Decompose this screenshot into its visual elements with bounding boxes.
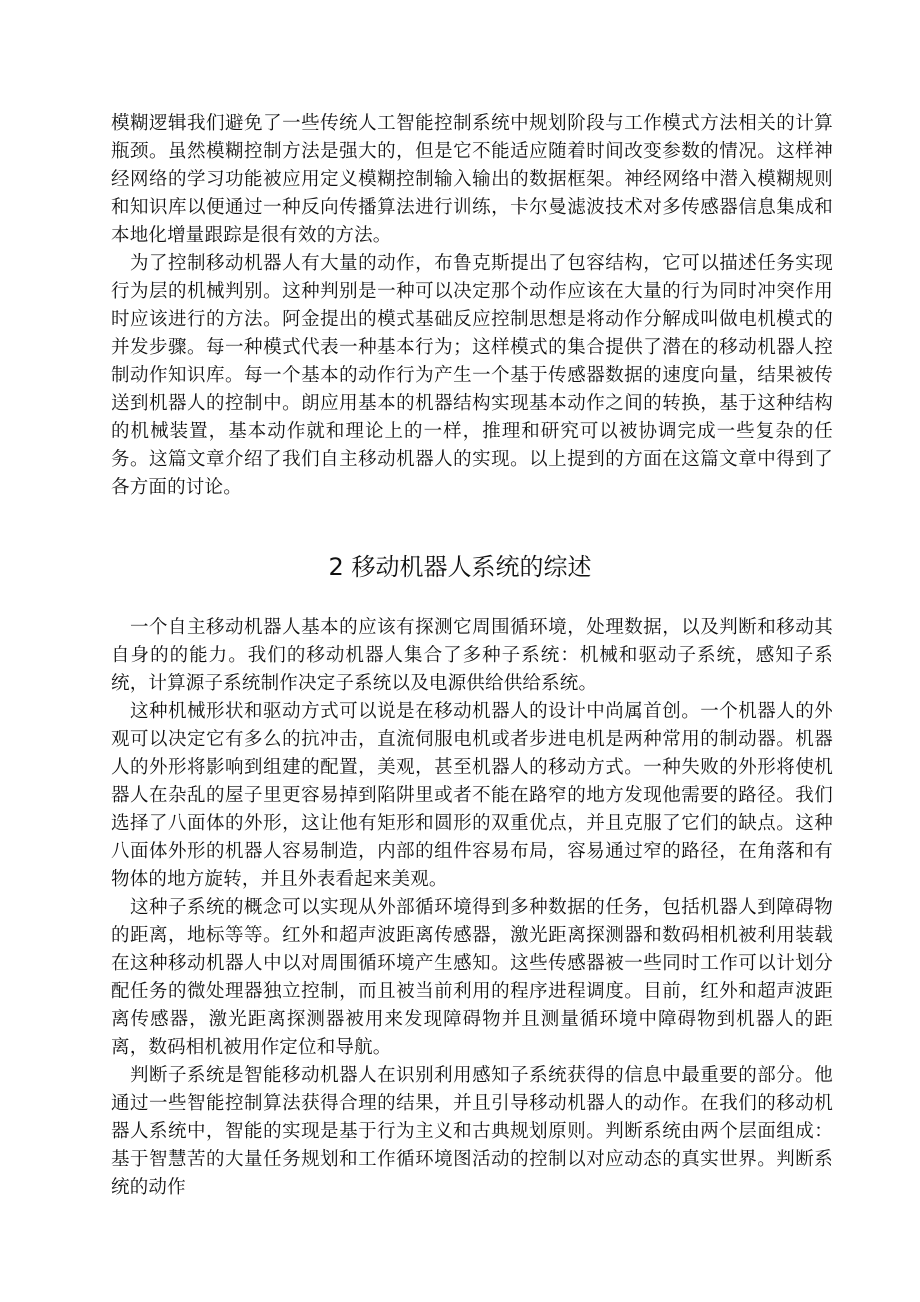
intro-text-block (111, 110, 833, 502)
section-text-block (111, 614, 833, 1202)
paragraph-subsystems-overview: 一个自主移动机器人基本的应该有探测它周围循环境，处理数据，以及判断和移动其自身的的能力。我们的移动机器人集合了多种子系统：机械和驱动子系统，感知子系统，计算源子系统制作决定子系统以及电源供给供给系统。 (111, 617, 833, 694)
paragraph-continued: 模糊逻辑我们避免了一些传统人工智能控制系统中规划阶段与工作模式方法相关的计算瓶颈。虽然模糊控制方法是强大的，但是它不能适应随着时间改变参数的情况。这样神经网络的学习功能被应用定义模糊控制输入输出的数据框架。神经网络中潜入模糊规则和知识库以便通过一种反向传播算法进行训练，卡尔曼滤波技术对多传感器信息集成和本地化增量跟踪是很有效的方法。 (111, 113, 833, 246)
paragraph-decision-subsystem: 判断子系统是智能移动机器人在识别利用感知子系统获得的信息中最重要的部分。他通过一些智能控制算法获得合理的结果，并且引导移动机器人的动作。在我们的移动机器人系统中，智能的实现是基于行为主义和古典规划原则。判断系统由两个层面组成：基于智慧苦的大量任务规划和工作循环境图活动的控制以对应动态的真实世界。判断系统的动作 (111, 1065, 833, 1198)
section-title: 2 移动机器人系统的综述 (328, 553, 592, 581)
paragraph-perception-subsystem: 这种子系统的概念可以实现从外部循环境得到多种数据的任务，包括机器人到障碍物的距离，地标等等。红外和超声波距离传感器，激光距离探测器和数码相机被利用装载在这种移动机器人中以对周围循环境产生感知。这些传感器被一些同时工作可以计划分配任务的微处理器独立控制，而且被当前利用的程序进程调度。目前，红外和超声波距离传感器，激光距离探测器被用来发现障碍物并且测量循环境中障碍物到机器人的距离，数码相机被用作定位和导航。 (111, 897, 833, 1058)
paragraph-mechanical-shape: 这种机械形状和驱动方式可以说是在移动机器人的设计中尚属首创。一个机器人的外观可以决定它有多么的抗冲击，直流伺服电机或者步进电机是两种常用的制动器。机器人的外形将影响到组建的配置，美观，甚至机器人的移动方式。一种失败的外形将使机器人在杂乱的屋子里更容易掉到陷阱里或者不能在路窄的地方发现他需要的路径。我们选择了八面体的外形，这让他有矩形和圆形的双重优点，并且克服了它们的缺点。这种八面体外形的机器人容易制造，内部的组件容易布局，容易通过窄的路径，在角落和有物体的地方旋转，并且外表看起来美观。 (111, 701, 833, 890)
paragraph-brooks-subsumption: 为了控制移动机器人有大量的动作，布鲁克斯提出了包容结构，它可以描述任务实现行为层的机械判别。这种判别是一种可以决定那个动作应该在大量的行为同时冲突作用时应该进行的方法。阿金提出的模式基础反应控制思想是将动作分解成叫做电机模式的并发步骤。每一种模式代表一种基本行为；这样模式的集合提供了潜在的移动机器人控制动作知识库。每一个基本的动作行为产生一个基于传感器数据的速度向量，结果被传送到机器人的控制中。朗应用基本的机器结构实现基本动作之间的转换，基于这种结构的机械装置，基本动作就和理论上的一样，推理和研究可以被协调完成一些复杂的任务。这篇文章介绍了我们自主移动机器人的实现。以上提到的方面在这篇文章中得到了各方面的讨论。 (111, 253, 833, 498)
